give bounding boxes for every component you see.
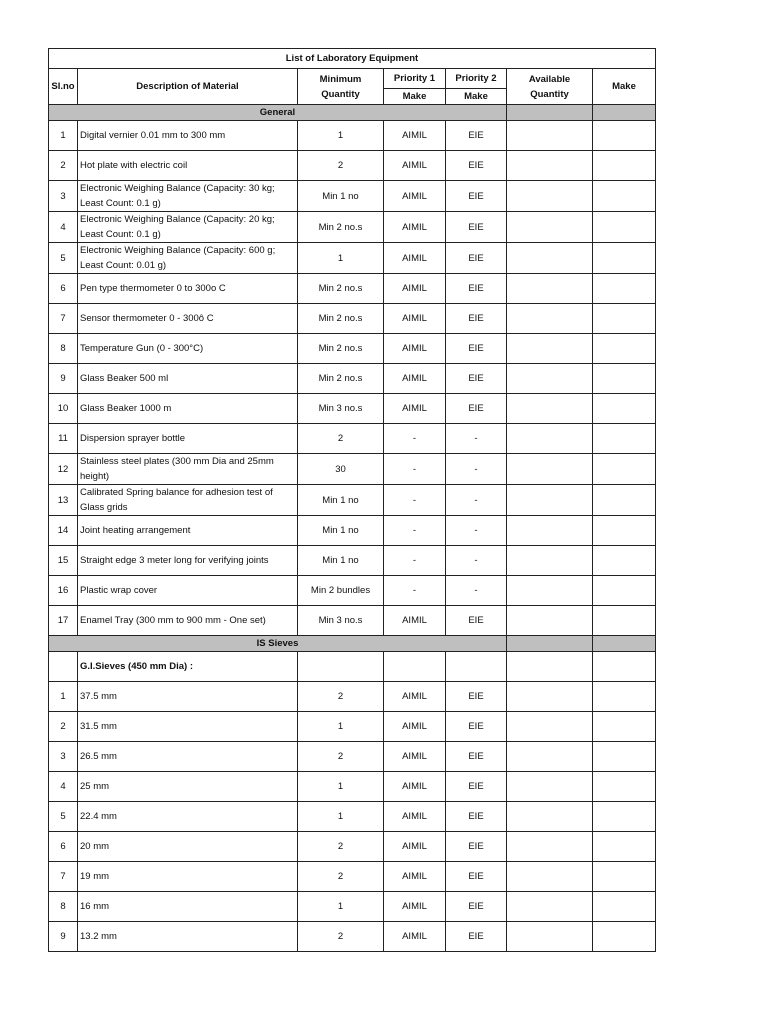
header-make: Make <box>593 69 656 105</box>
cell-available-qty <box>507 892 593 922</box>
cell-slno: 16 <box>49 576 78 606</box>
cell-available-qty <box>507 516 593 546</box>
cell-min-qty: Min 1 no <box>298 516 384 546</box>
cell-priority1-make: AIMIL <box>384 892 446 922</box>
cell-priority2-make: EIE <box>446 394 507 424</box>
header-priority2-make: Make <box>446 89 507 105</box>
cell-make <box>593 772 656 802</box>
cell-description: 22.4 mm <box>78 802 298 832</box>
cell-slno: 8 <box>49 892 78 922</box>
table-row <box>49 485 656 516</box>
cell-description: Electronic Weighing Balance (Capacity: 30 kg; Least Count: 0.1 g) <box>78 181 298 212</box>
cell-available-qty <box>507 772 593 802</box>
cell-priority1-make: AIMIL <box>384 212 446 243</box>
cell-priority2-make: EIE <box>446 274 507 304</box>
table-row <box>49 274 656 304</box>
cell-priority1-make: AIMIL <box>384 151 446 181</box>
cell-description: Hot plate with electric coil <box>78 151 298 181</box>
cell-description: Joint heating arrangement <box>78 516 298 546</box>
section-header <box>49 636 656 652</box>
cell-priority1-make: - <box>384 546 446 576</box>
cell-min-qty: Min 2 no.s <box>298 304 384 334</box>
cell-description: 31.5 mm <box>78 712 298 742</box>
cell-available-qty <box>507 151 593 181</box>
cell-make <box>593 892 656 922</box>
cell-available-qty <box>507 712 593 742</box>
cell-priority2-make: EIE <box>446 334 507 364</box>
cell-priority1-make: AIMIL <box>384 121 446 151</box>
cell-priority2-make: EIE <box>446 243 507 274</box>
cell-slno: 2 <box>49 151 78 181</box>
cell-priority2-make: EIE <box>446 862 507 892</box>
cell-available-qty <box>507 682 593 712</box>
cell-priority1-make: AIMIL <box>384 364 446 394</box>
cell-available-qty <box>507 862 593 892</box>
section-title: IS Sieves <box>49 636 507 652</box>
cell-available-qty <box>507 742 593 772</box>
cell-priority2-make: EIE <box>446 892 507 922</box>
cell-slno: 12 <box>49 454 78 485</box>
cell-priority2-make: - <box>446 516 507 546</box>
table-row <box>49 243 656 274</box>
table-row <box>49 922 656 952</box>
cell-make <box>593 181 656 212</box>
cell-priority1-make: AIMIL <box>384 772 446 802</box>
table-row <box>49 576 656 606</box>
table-row <box>49 546 656 576</box>
cell-slno: 4 <box>49 772 78 802</box>
cell-min-qty: 2 <box>298 862 384 892</box>
cell-slno: 17 <box>49 606 78 636</box>
cell-available-qty <box>507 576 593 606</box>
cell-make <box>593 151 656 181</box>
cell-min-qty: Min 2 bundles <box>298 576 384 606</box>
cell-min-qty: 2 <box>298 742 384 772</box>
section-blank-make <box>593 105 656 121</box>
table-title: List of Laboratory Equipment <box>49 49 656 69</box>
cell-make <box>593 862 656 892</box>
cell-description: Straight edge 3 meter long for verifying joints <box>78 546 298 576</box>
table-row <box>49 304 656 334</box>
cell-priority1-make: AIMIL <box>384 334 446 364</box>
cell-make <box>593 364 656 394</box>
table-row <box>49 892 656 922</box>
table-row <box>49 516 656 546</box>
section-title: General <box>49 105 507 121</box>
cell-make <box>593 546 656 576</box>
cell-make <box>593 606 656 636</box>
cell-available-qty <box>507 212 593 243</box>
cell-make <box>593 274 656 304</box>
subheading-row <box>49 652 656 682</box>
cell-priority1-make: AIMIL <box>384 922 446 952</box>
cell-min-qty: Min 3 no.s <box>298 606 384 636</box>
cell-priority2-make: EIE <box>446 304 507 334</box>
cell-slno: 7 <box>49 862 78 892</box>
cell-priority2-make: EIE <box>446 772 507 802</box>
cell-slno: 3 <box>49 181 78 212</box>
cell-make <box>593 576 656 606</box>
cell-priority2-make: EIE <box>446 802 507 832</box>
cell-description: Glass Beaker 1000 m <box>78 394 298 424</box>
cell-make <box>593 802 656 832</box>
cell-min-qty: Min 2 no.s <box>298 212 384 243</box>
cell-priority1-make: AIMIL <box>384 802 446 832</box>
cell-available-qty <box>507 546 593 576</box>
table-row <box>49 212 656 243</box>
cell-make <box>593 121 656 151</box>
cell-description: 19 mm <box>78 862 298 892</box>
cell-make <box>593 922 656 952</box>
cell-slno: 14 <box>49 516 78 546</box>
cell-description: Calibrated Spring balance for adhesion test of Glass grids <box>78 485 298 516</box>
cell-slno: 5 <box>49 243 78 274</box>
cell-min-qty: 2 <box>298 682 384 712</box>
cell-slno: 10 <box>49 394 78 424</box>
cell-description: 25 mm <box>78 772 298 802</box>
cell-min-qty: 1 <box>298 121 384 151</box>
cell-make <box>593 712 656 742</box>
subheading-empty-cell <box>298 652 384 682</box>
cell-min-qty: Min 2 no.s <box>298 364 384 394</box>
cell-priority1-make: - <box>384 454 446 485</box>
cell-description: Dispersion sprayer bottle <box>78 424 298 454</box>
cell-priority2-make: - <box>446 546 507 576</box>
cell-priority1-make: - <box>384 516 446 546</box>
cell-priority2-make: - <box>446 576 507 606</box>
cell-priority1-make: - <box>384 576 446 606</box>
cell-min-qty: Min 1 no <box>298 181 384 212</box>
subheading-empty-cell <box>507 652 593 682</box>
cell-priority1-make: AIMIL <box>384 181 446 212</box>
cell-priority2-make: - <box>446 424 507 454</box>
cell-min-qty: 30 <box>298 454 384 485</box>
cell-slno: 6 <box>49 832 78 862</box>
cell-slno: 5 <box>49 802 78 832</box>
cell-priority1-make: - <box>384 485 446 516</box>
cell-slno: 7 <box>49 304 78 334</box>
cell-description: 16 mm <box>78 892 298 922</box>
cell-slno: 4 <box>49 212 78 243</box>
cell-available-qty <box>507 606 593 636</box>
cell-available-qty <box>507 181 593 212</box>
cell-priority2-make: EIE <box>446 212 507 243</box>
cell-priority1-make: AIMIL <box>384 274 446 304</box>
subheading-empty-cell <box>384 652 446 682</box>
header-available: Available Quantity <box>507 69 593 105</box>
cell-description: Enamel Tray (300 mm to 900 mm - One set) <box>78 606 298 636</box>
cell-make <box>593 394 656 424</box>
cell-priority2-make: EIE <box>446 121 507 151</box>
equipment-table <box>48 48 656 952</box>
header-description: Description of Material <box>78 69 298 105</box>
cell-make <box>593 304 656 334</box>
table-row <box>49 121 656 151</box>
cell-priority2-make: - <box>446 485 507 516</box>
section-blank-make <box>593 636 656 652</box>
cell-min-qty: 1 <box>298 802 384 832</box>
table-row <box>49 772 656 802</box>
table-row <box>49 862 656 892</box>
cell-priority2-make: EIE <box>446 922 507 952</box>
cell-priority1-make: AIMIL <box>384 606 446 636</box>
cell-description: Pen type thermometer 0 to 300o C <box>78 274 298 304</box>
table-row <box>49 606 656 636</box>
cell-priority2-make: EIE <box>446 181 507 212</box>
cell-min-qty: Min 2 no.s <box>298 334 384 364</box>
table-row <box>49 832 656 862</box>
cell-min-qty: 1 <box>298 712 384 742</box>
table-row <box>49 712 656 742</box>
cell-available-qty <box>507 454 593 485</box>
cell-make <box>593 742 656 772</box>
cell-make <box>593 485 656 516</box>
header-priority2: Priority 2 <box>446 69 507 89</box>
cell-min-qty: 1 <box>298 243 384 274</box>
cell-make <box>593 516 656 546</box>
cell-make <box>593 832 656 862</box>
subheading-empty-cell <box>446 652 507 682</box>
cell-min-qty: Min 3 no.s <box>298 394 384 424</box>
cell-description: 37.5 mm <box>78 682 298 712</box>
cell-min-qty: 1 <box>298 772 384 802</box>
cell-description: 20 mm <box>78 832 298 862</box>
cell-priority1-make: AIMIL <box>384 682 446 712</box>
cell-make <box>593 243 656 274</box>
cell-min-qty: Min 2 no.s <box>298 274 384 304</box>
cell-slno: 3 <box>49 742 78 772</box>
cell-min-qty: 2 <box>298 151 384 181</box>
table-row <box>49 454 656 485</box>
cell-priority2-make: EIE <box>446 364 507 394</box>
cell-priority2-make: - <box>446 454 507 485</box>
cell-description: Digital vernier 0.01 mm to 300 mm <box>78 121 298 151</box>
cell-available-qty <box>507 922 593 952</box>
cell-slno: 2 <box>49 712 78 742</box>
subheading-slno <box>49 652 78 682</box>
cell-make <box>593 334 656 364</box>
cell-priority2-make: EIE <box>446 832 507 862</box>
section-blank-available <box>507 636 593 652</box>
cell-priority1-make: AIMIL <box>384 862 446 892</box>
section-header <box>49 105 656 121</box>
subheading-label: G.I.Sieves (450 mm Dia) : <box>78 652 298 682</box>
cell-available-qty <box>507 485 593 516</box>
cell-min-qty: 2 <box>298 832 384 862</box>
table-row <box>49 181 656 212</box>
table-row <box>49 364 656 394</box>
cell-available-qty <box>507 121 593 151</box>
cell-slno: 8 <box>49 334 78 364</box>
cell-min-qty: 2 <box>298 922 384 952</box>
cell-description: Plastic wrap cover <box>78 576 298 606</box>
cell-make <box>593 454 656 485</box>
cell-available-qty <box>507 334 593 364</box>
table-row <box>49 682 656 712</box>
subheading-empty-cell <box>593 652 656 682</box>
section-blank-available <box>507 105 593 121</box>
header-priority1: Priority 1 <box>384 69 446 89</box>
cell-description: Stainless steel plates (300 mm Dia and 25mm height) <box>78 454 298 485</box>
cell-available-qty <box>507 243 593 274</box>
cell-priority2-make: EIE <box>446 606 507 636</box>
cell-make <box>593 682 656 712</box>
cell-priority1-make: AIMIL <box>384 394 446 424</box>
cell-priority2-make: EIE <box>446 682 507 712</box>
cell-priority1-make: AIMIL <box>384 304 446 334</box>
cell-available-qty <box>507 832 593 862</box>
cell-slno: 9 <box>49 364 78 394</box>
cell-available-qty <box>507 364 593 394</box>
cell-priority1-make: AIMIL <box>384 243 446 274</box>
cell-available-qty <box>507 424 593 454</box>
cell-description: Glass Beaker 500 ml <box>78 364 298 394</box>
table-row <box>49 742 656 772</box>
cell-available-qty <box>507 274 593 304</box>
cell-slno: 1 <box>49 682 78 712</box>
cell-description: Electronic Weighing Balance (Capacity: 600 g; Least Count: 0.01 g) <box>78 243 298 274</box>
cell-slno: 11 <box>49 424 78 454</box>
cell-description: Sensor thermometer 0 - 300ô C <box>78 304 298 334</box>
cell-priority1-make: - <box>384 424 446 454</box>
cell-description: 26.5 mm <box>78 742 298 772</box>
header-min-qty: Minimum Quantity <box>298 69 384 105</box>
cell-priority1-make: AIMIL <box>384 712 446 742</box>
cell-description: Electronic Weighing Balance (Capacity: 20 kg; Least Count: 0.1 g) <box>78 212 298 243</box>
cell-min-qty: Min 1 no <box>298 546 384 576</box>
cell-priority1-make: AIMIL <box>384 742 446 772</box>
cell-available-qty <box>507 304 593 334</box>
cell-make <box>593 424 656 454</box>
cell-slno: 1 <box>49 121 78 151</box>
cell-description: Temperature Gun (0 - 300°C) <box>78 334 298 364</box>
cell-priority2-make: EIE <box>446 712 507 742</box>
cell-priority1-make: AIMIL <box>384 832 446 862</box>
cell-available-qty <box>507 394 593 424</box>
cell-priority2-make: EIE <box>446 151 507 181</box>
cell-min-qty: 1 <box>298 892 384 922</box>
cell-description: 13.2 mm <box>78 922 298 952</box>
header-priority1-make: Make <box>384 89 446 105</box>
cell-available-qty <box>507 802 593 832</box>
table-row <box>49 394 656 424</box>
table-row <box>49 424 656 454</box>
table-row <box>49 151 656 181</box>
cell-min-qty: 2 <box>298 424 384 454</box>
table-row <box>49 334 656 364</box>
table-row <box>49 802 656 832</box>
cell-slno: 15 <box>49 546 78 576</box>
cell-priority2-make: EIE <box>446 742 507 772</box>
cell-slno: 13 <box>49 485 78 516</box>
header-slno: Sl.no <box>49 69 78 105</box>
cell-slno: 6 <box>49 274 78 304</box>
cell-slno: 9 <box>49 922 78 952</box>
cell-min-qty: Min 1 no <box>298 485 384 516</box>
cell-make <box>593 212 656 243</box>
